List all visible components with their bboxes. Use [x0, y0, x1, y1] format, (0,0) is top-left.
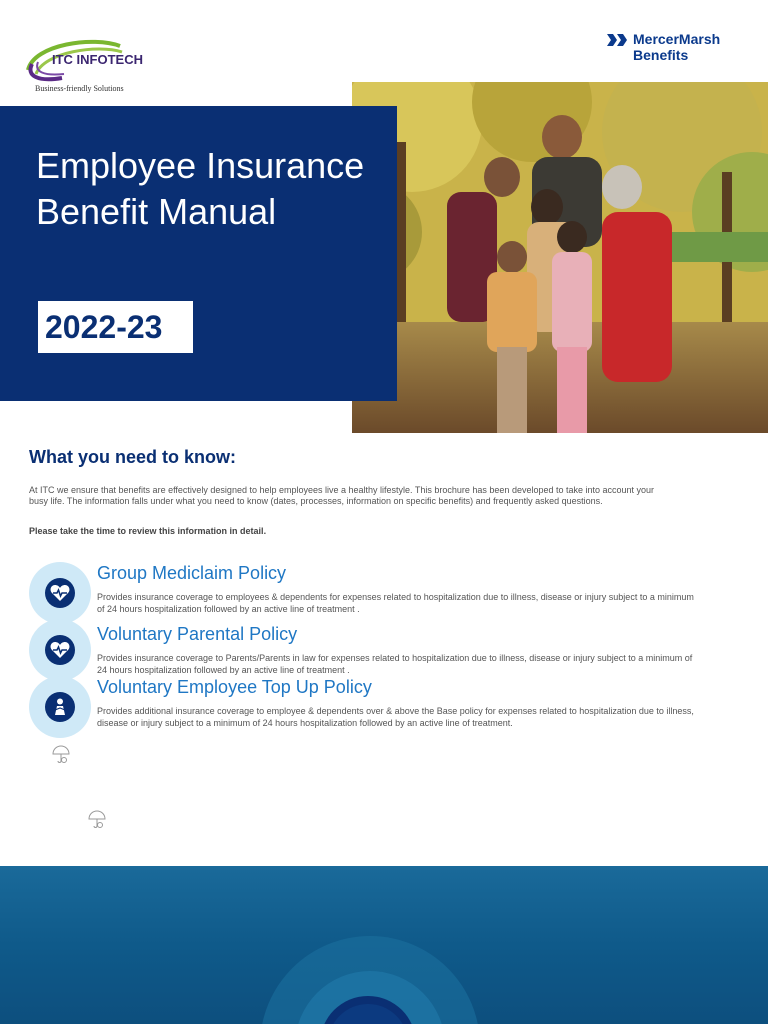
itc-tagline: Business-friendly Solutions	[35, 84, 124, 93]
policy-icon-circle	[29, 562, 91, 624]
policy-icon-circle	[29, 619, 91, 681]
policy-title: Voluntary Employee Top Up Policy	[97, 677, 372, 697]
policy-icon-circle	[29, 676, 91, 738]
heart-pulse-icon	[45, 578, 75, 608]
mercer-line1: MercerMarsh	[633, 31, 721, 47]
footer-band	[0, 866, 768, 1024]
intro-paragraph: At ITC we ensure that benefits are effectively designed to help employees live a healthy lifestyle. This brochure has been developed to take into account your busy life. The information falls under what you need to know (dates, processes, information on specific benefits) and frequently asked questions.	[29, 485, 655, 506]
section-heading: What you need to know:	[29, 447, 236, 467]
umbrella-icon	[51, 745, 71, 765]
page-title: Employee Insurance Benefit Manual	[36, 145, 365, 232]
policy-description: Provides additional insurance coverage to employee & dependents over & above the Base policy for expenses related to hospitalization due to illness, disease or injury subject to a minimum of 24 hours hospitalization followed by an active line of treatment.	[97, 706, 694, 728]
footer-decoration	[0, 866, 768, 1024]
umbrella-icon	[87, 810, 107, 830]
policy-title: Group Mediclaim Policy	[97, 563, 287, 583]
title-panel	[0, 106, 397, 401]
mercer-marsh-logo	[606, 31, 720, 63]
policy-description: Provides insurance coverage to employees & dependents for expenses related to hospitalization due to illness, disease or injury subject to a minimum of 24 hours hospitalization followed by an active line of treatment .	[97, 592, 694, 614]
policy-description: Provides insurance coverage to Parents/Parents in law for expenses related to hospitalization due to illness, disease or injury subject to a minimum of 24 hours hospitalization followed by an active line of treatment .	[97, 653, 693, 675]
policy-title: Voluntary Parental Policy	[97, 624, 298, 644]
family-photo	[352, 82, 768, 433]
intro-note: Please take the time to review this information in detail.	[29, 526, 267, 536]
mercer-line2: Benefits	[633, 47, 689, 63]
person-icon	[45, 692, 75, 722]
year-badge: 2022-23	[38, 301, 193, 353]
mercer-mark-icon	[606, 33, 628, 47]
heart-pulse-icon	[45, 635, 75, 665]
itc-logo-text: ITC INFOTECH	[52, 52, 143, 67]
